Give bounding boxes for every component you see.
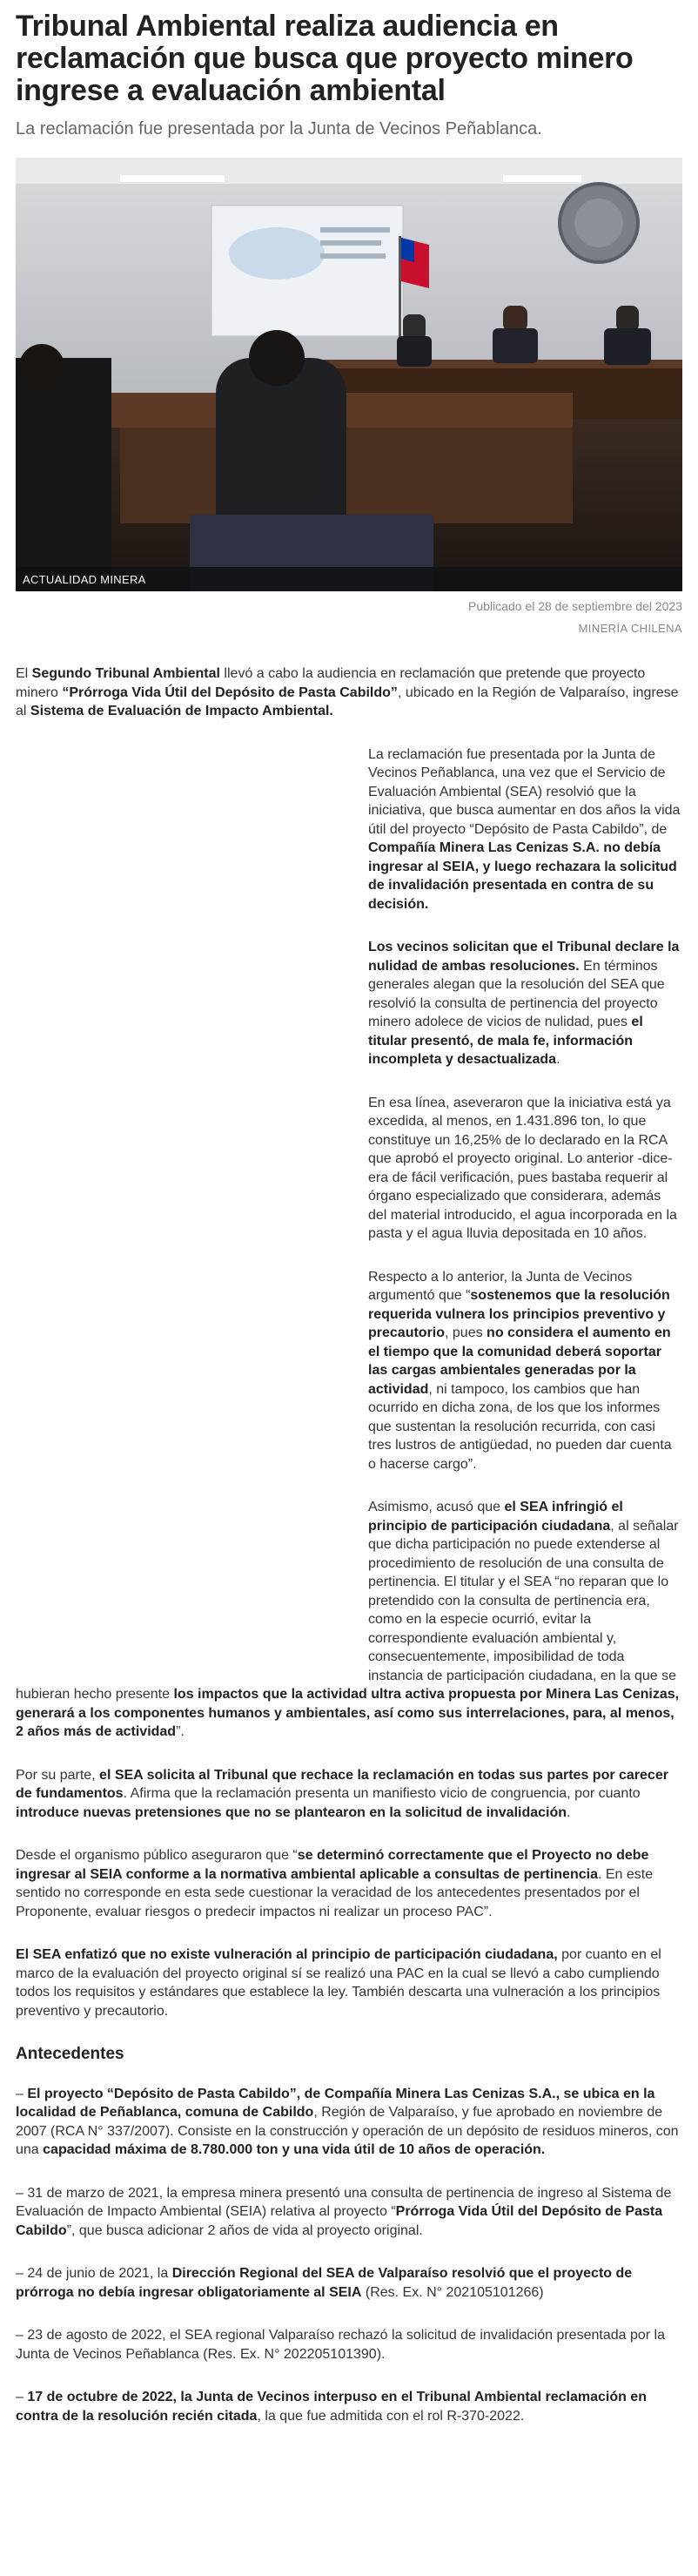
- text-run: , pues: [445, 1325, 487, 1340]
- text-run: ”.: [176, 1724, 185, 1739]
- text-run: – 24 de junio de 2021, la: [16, 2266, 172, 2281]
- bold-text: Los vecinos solicitan que el Tribunal declare la nulidad de ambas resoluciones.: [368, 940, 680, 974]
- bold-text: El proyecto “Depósito de Pasta Cabildo”, de Compañía Minera Las Cenizas S.A., se ubica en la localidad de Peñablanca, comuna de Cabildo: [16, 2086, 655, 2120]
- text-run: .: [567, 1804, 571, 1820]
- text-run: ”, que busca adicionar 2 años de vida al proyecto original.: [66, 2222, 423, 2238]
- text-run: , Región de Valparaíso, y fue aprobado en noviembre de 2007 (RCA N° 337/2007). Consiste en la construcción y operación de un depósito de residuos mineros, con una: [16, 2105, 679, 2157]
- bold-text: se determinó correctamente que el Proyecto no debe ingresar al SEIA conforme a la normativa ambiental aplicable a consultas de pertinencia: [16, 1848, 649, 1882]
- text-run: – 23 de agosto de 2022, el SEA regional Valparaíso rechazó la solicitud de invalidación presentada por la Junta de Vecinos Peñablanca (Res. Ex. N° 202205101390).: [16, 2328, 665, 2362]
- article-subtitle: La reclamación fue presentada por la Junta de Vecinos Peñablanca.: [16, 119, 542, 138]
- text-run: .: [556, 1052, 560, 1067]
- text-run: , ni tampoco, los cambios que han ocurrido en dicha zona, de los que los informes que sustentan la resolución recurrida, con casi tres lustros de antigüedad, no pueden dar cuenta o hacerse cargo”.: [368, 1381, 672, 1472]
- bold-text: sostenemos que la resolución requerida vulnera los principios preventivo y precautorio: [368, 1288, 670, 1340]
- text-run: Asimismo, acusó que: [368, 1500, 505, 1514]
- text-run: , ubicado en la Región de Valparaíso, ingrese al: [16, 684, 679, 718]
- background-item: [16, 2184, 682, 2241]
- text-run: Respecto a lo anterior, la Junta de Vecinos argumentó que “: [368, 1269, 633, 1303]
- publish-date: Publicado el 28 de septiembre del 2023: [468, 599, 682, 613]
- article-headline: Tribunal Ambiental realiza audiencia en reclamación que busca que proyecto minero ingrese a evaluación ambiental: [16, 10, 634, 107]
- background-item: [16, 2264, 682, 2302]
- text-run: (Res. Ex. N° 202105101266): [361, 2284, 544, 2300]
- blank-column: [16, 745, 368, 1669]
- bold-text: 17 de octubre de 2022, la Junta de Vecinos interpuso en el Tribunal Ambiental reclamación en contra de la resolución recién citada: [16, 2390, 647, 2424]
- text-run: , al señalar que dicha participación no puede extenderse al procedimiento de resolución de una consulta de pertinencia. El titular y el SEA “no reparan que lo pretendido con la consulta de pertinencia era, como en la especie ocurrió, evitar la correspondiente evaluación ambiental y, consecuentemente, imposibilidad de toda instancia de participación ciudadana, en la que se hubieran hecho presente: [16, 1518, 679, 1702]
- image-caption: ACTUALIDAD MINERA: [23, 573, 146, 586]
- bold-text: Prórroga Vida Útil del Depósito de Pasta Cabildo: [16, 2204, 663, 2238]
- bold-text: el SEA infringió el principio de participación ciudadana: [368, 1500, 623, 1534]
- bold-text: el titular presentó, de mala fe, información incompleta y desactualizada: [368, 1015, 643, 1067]
- text-run: . Afirma que la reclamación presenta un manifiesto vicio de congruencia, por cuanto: [123, 1786, 641, 1801]
- antecedentes-heading: Antecedentes: [16, 2045, 124, 2063]
- article-source: MINERÍA CHILENA: [578, 622, 682, 635]
- text-run: –: [16, 2086, 28, 2101]
- paragraph-intro: [16, 664, 682, 721]
- bold-text: Sistema de Evaluación de Impacto Ambiental.: [30, 704, 333, 718]
- paragraph: [16, 1846, 682, 1921]
- text-run: – 31 de marzo de 2021, la empresa minera presentó una consulta de pertinencia de ingreso al Sistema de Evaluación de Impacto Ambiental (SEIA) relativa al proyecto “: [16, 2185, 672, 2219]
- article-meta: [16, 597, 682, 638]
- background-item: [16, 2388, 682, 2425]
- bold-text: el SEA solicita al Tribunal que rechace la reclamación en todas sus partes por carecer de fundamentos: [16, 1767, 668, 1801]
- bold-text: Dirección Regional del SEA de Valparaíso resolvió que el proyecto de prórroga no debía ingresar obligatoriamente al SEIA: [16, 2266, 633, 2300]
- paragraph: [16, 1766, 682, 1823]
- paragraph: [16, 1945, 682, 2020]
- text-run: El: [16, 666, 32, 681]
- bold-text: “Prórroga Vida Útil del Depósito de Pasta Cabildo”: [62, 684, 398, 700]
- bold-text: El SEA enfatizó que no existe vulneración al principio de participación ciudadana,: [16, 1947, 558, 1962]
- text-run: La reclamación fue presentada por la Junta de Vecinos Peñablanca, una vez que el Servicio de Evaluación Ambiental (SEA) resolvió que la iniciativa, que busca aumentar en dos años la vida útil del proyecto “Depósito de Pasta Cabildo”, de: [368, 746, 681, 837]
- text-run: Por su parte,: [16, 1767, 100, 1783]
- bold-text: introduce nuevas pretensiones que no se plantearon en la solicitud de invalidación: [16, 1804, 567, 1820]
- hero-image: [16, 158, 682, 591]
- bold-text: no considera el aumento en el tiempo que la comunidad deberá soportar las cargas ambientales generadas por la actividad: [368, 1325, 671, 1397]
- text-run: Desde el organismo público aseguraron que “: [16, 1848, 298, 1863]
- text-run: En términos generales alegan que la resolución del SEA que resolvió la consulta de pertinencia del proyecto minero adolece de vicios de nulidad, pues: [368, 958, 665, 1029]
- bold-text: capacidad máxima de 8.780.000 ton y una vida útil de 10 años de operación.: [43, 2142, 546, 2157]
- text-run: , la que fue admitida con el rol R-370-2022.: [257, 2408, 525, 2424]
- bold-text: Segundo Tribunal Ambiental: [31, 666, 220, 681]
- background-item: [16, 2326, 682, 2364]
- bold-text: los impactos que la actividad ultra activa propuesta por Minera Las Cenizas, generará a los componentes humanos y ambientales, así como sus interrelaciones, para, al menos, 2 años más de actividad: [16, 1687, 680, 1739]
- text-run: por cuanto en el marco de la evaluación del proyecto original sí se realizó una PAC en la cual se llevó a cabo cumpliendo todos los requisitos y estándares que establece la ley. También descarta una vulneración a los principios preventivo y precautorio.: [16, 1947, 661, 2019]
- bold-text: Compañía Minera Las Cenizas S.A. no debía ingresar al SEIA, y luego rechazara la solicitud de invalidación presentada en contra de su decisión.: [368, 840, 677, 912]
- text-run: En esa línea, aseveraron que la iniciativa está ya excedida, al menos, en 1.431.896 ton, lo que constituye un 16,25% de lo declarado en la RCA que aprobó el proyecto original. Lo anterior -dice- era de fácil verificación, pues bastaba requerir al órgano especializado que considerara, además del material introducido, el agua incorporada en la pasta y el agua lluvia depositada en 10 años.: [368, 1095, 677, 1241]
- background-item: [16, 2085, 682, 2160]
- article-body: [16, 664, 682, 2425]
- text-run: –: [16, 2390, 28, 2404]
- text-run: llevó a cabo la audiencia en reclamación que pretende que proyecto minero: [16, 666, 646, 700]
- courtroom-photo: [16, 158, 682, 591]
- text-run: . En este sentido no corresponde en esta sede cuestionar la veracidad de los antecedentes presentados por el Proponente, evaluar riesgos o predecir impactos ni realizar un proceso PAC”.: [16, 1866, 654, 1919]
